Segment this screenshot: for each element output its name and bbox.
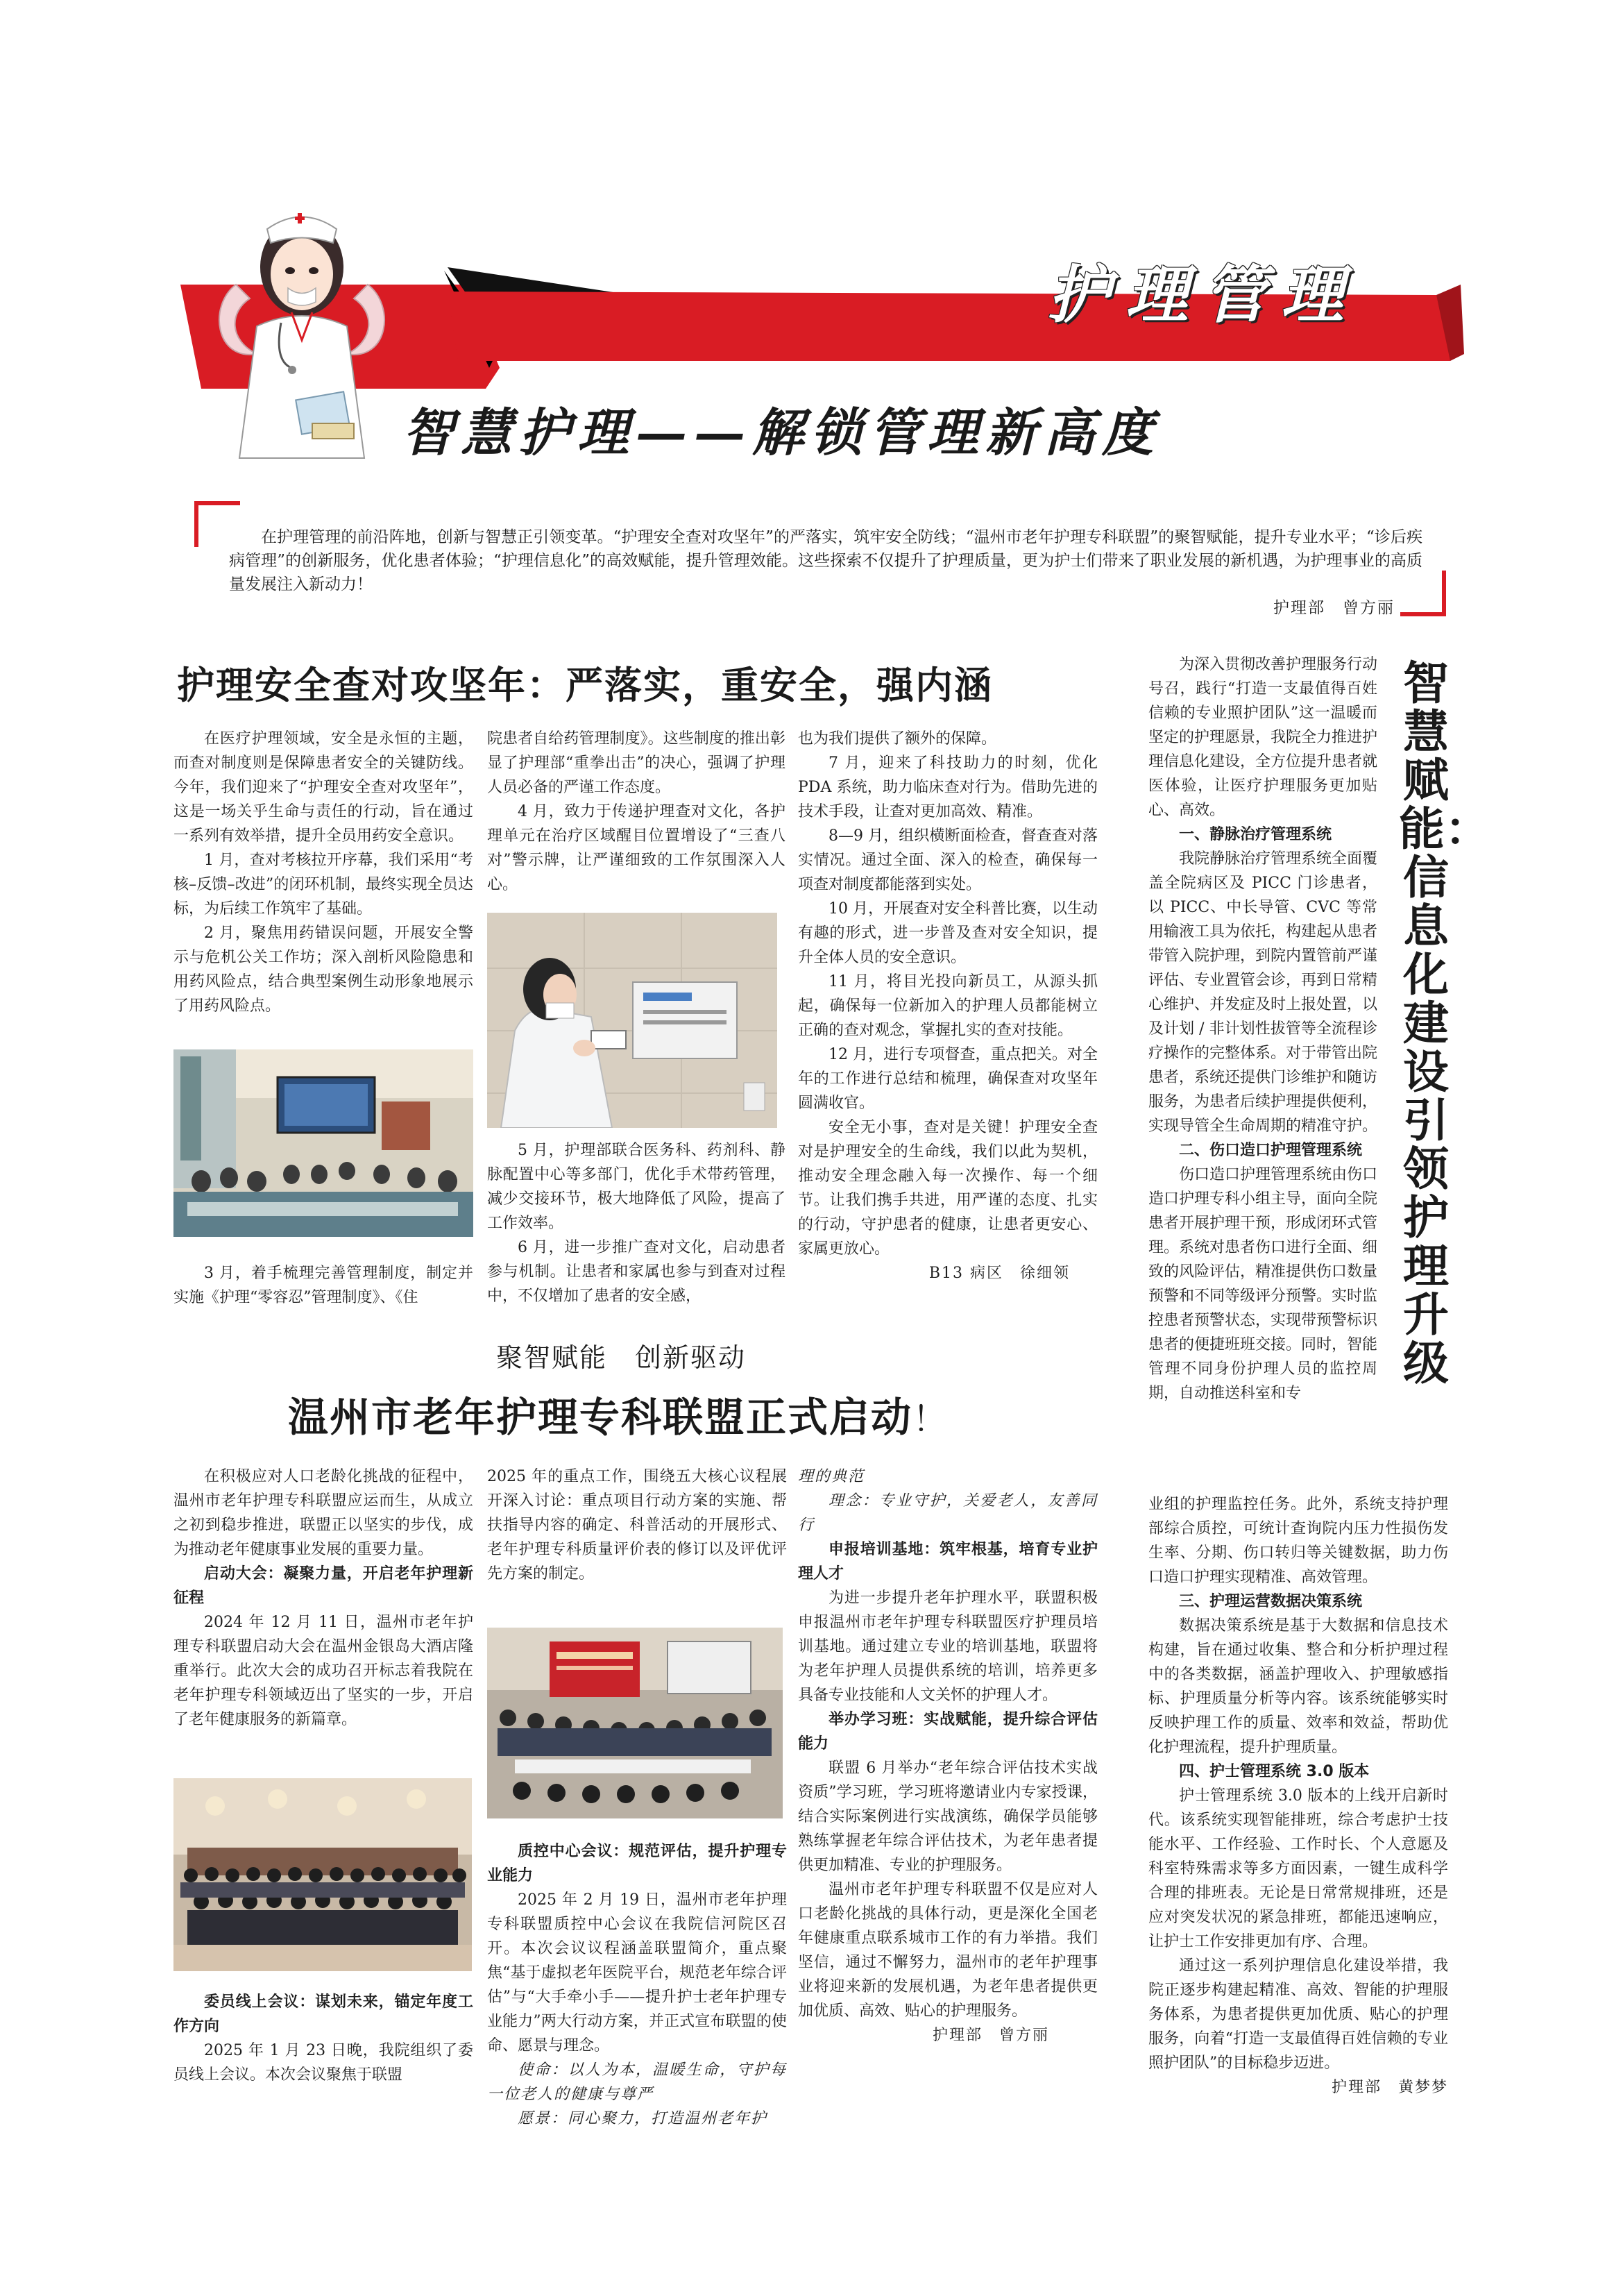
subheading: 三、护理运营数据决策系统 [1179,1593,1363,1610]
article1-col2-top [487,727,785,897]
paragraph: 在医疗护理领域，安全是永恒的主题，而查对制度则是保障患者安全的关键防线。今年，我们迎来了“护理安全查对攻坚年”，这是一场关乎生命与责任的行动，旨在通过一系列有效举措，提升全员用药安全意识。 [173,730,473,845]
subheading: 启动大会：凝聚力量，开启老年护理新征程 [173,1565,473,1607]
paragraph: 也为我们提供了额外的保障。 [798,730,997,748]
paragraph: 6 月，进一步推广查对文化，启动患者参与机制。让患者和家属也参与到查对过程中，不仅增加了患者的安全感， [487,1239,785,1305]
main-title: 智慧护理——解锁管理新高度 [402,403,1160,463]
paragraph: 2 月，聚焦用药错误问题，开展安全警示与危机公关工作坊；深入剖析风险隐患和用药风险点，结合典型案例生动形象地展示了用药风险点。 [173,925,473,1015]
paragraph: 7 月，迎来了科技助力的时刻，优化 PDA 系统，助力临床查对行为。借助先进的技术手段，让查对更加高效、精准。 [798,754,1098,820]
vision-text: 愿景：同心聚力，打造温州老年护 [518,2110,768,2127]
subheading: 委员线上会议：谋划未来，锚定年度工作方向 [173,1993,473,2035]
subheading: 二、伤口造口护理管理系统 [1179,1142,1363,1159]
subheading: 申报培训基地：筑牢根基，培育专业护理人才 [798,1541,1098,1582]
article2-col3 [798,1464,1098,2048]
intro-text: 在护理管理的前沿阵地，创新与智慧正引领变革。“护理安全查对攻坚年”的严落实，筑牢安全防线；“温州市老年护理专科联盟”的聚智赋能，提升专业水平；“诊后疾病管理”的创新服务，优化患者体验；“护理信息化”的高效赋能，提升管理效能。这些探索不仅提升了护理质量，更为护士们带来了职业发展的新机遇，为护理事业的高质量发展注入新动力！ [229,528,1422,593]
paragraph: 为深入贯彻改善护理服务行动号召，践行“打造一支最值得百姓信赖的专业照护团队”这一温暖而坚定的护理愿景，我院全力推进护理信息化建设，全方位提升患者就医体验，让医疗护理服务更加贴心、高效。 [1148,656,1378,819]
article2-title-text: 温州市老年护理专科联盟正式启动 [288,1394,913,1441]
article2-col2-top [487,1464,787,1586]
paragraph: 我院静脉治疗管理系统全面覆盖全院病区及 PICC 门诊患者，以 PICC、中长导管、CVC 等常用输液工具为依托，构建起从患者带管入院护理，到院内置管前严谨评估、专业置管会诊，再到日常精心维护、并发症及时上报处置，以及计划 / 非计划性拔管等全流程诊疗操作的完整体系。对于带管出院患者，系统还提供门诊维护和随访服务，为患者后续护理提供便利，实现导管全生命周期的精准守护。 [1148,850,1378,1135]
paragraph: 安全无小事，查对是关键！护理安全查对是护理安全的生命线，我们以此为契机，推动安全理念融入每一次操作、每一个细节。让我们携手共进，用严谨的态度、扎实的行动，守护患者的健康，让患者更安心、家属更放心。 [798,1119,1098,1258]
nurse-illustration [208,201,396,465]
article3-top [1148,652,1377,1406]
paragraph: 2025 年 2 月 19 日，温州市老年护理专科联盟质控中心会议在我院信河院区召开。本次会议议程涵盖联盟简介，重点聚焦“基于虚拟老年医院平台，规范老年综合评估”与“大手牵小手——提升护士老年护理专业能力”两大行动方案，并正式宣布联盟的使命、愿景与理念。 [487,1891,787,2054]
article2-title [288,1385,949,1443]
byline: B13 病区 徐细领 [928,1265,1070,1282]
article2-col1-bottom [173,1990,473,2087]
paragraph: 2025 年 1 月 23 日晚，我院组织了委员线上会议。本次会议聚焦于联盟 [173,2042,473,2084]
paragraph: 伤口造口护理管理系统由伤口造口护理专科小组主导，面向全院患者开展护理干预，形成闭环式管理。系统对患者伤口进行全面、细致的风险评估，精准提供伤口数量预警和不同等级评分预警。实时监控患者预警状态，实现带预警标识患者的便捷班班交接。同时，智能管理不同身份护理人员的监控周期，自动推送科室和专 [1148,1166,1378,1402]
subheading: 一、静脉治疗管理系统 [1179,826,1332,843]
paragraph: 数据决策系统是基于大数据和信息技术构建，旨在通过收集、整合和分析护理过程中的各类数据，涵盖护理收入、护理敏感指标、护理质量分析等内容。该系统能够实时反映护理工作的质量、效率和效益，帮助优化护理流程，提升护理质量。 [1148,1617,1448,1756]
subheading: 质控中心会议：规范评估，提升护理专业能力 [487,1843,787,1884]
nurse-check-photo [487,913,777,1128]
paragraph: 为进一步提升老年护理水平，联盟积极申报温州市老年护理专科联盟医疗护理员培训基地。通过建立专业的培训基地，联盟将为老年护理人员提供系统的培训，培养更多具备专业技能和人文关怀的护理人才。 [798,1589,1098,1704]
vision-text-cont: 理的典范 [798,1468,865,1485]
paragraph: 护士管理系统 3.0 版本的上线开启新时代。该系统实现智能排班，综合考虑护士技能水平、工作经验、工作时长、个人意愿及科室特殊需求等多方面因素，一键生成科学合理的排班表。无论是日常常规排班，还是应对突发状况的紧急排班，都能迅速响应，让护士工作安排更加有序、合理。 [1148,1787,1448,1950]
paragraph: 院患者自给药管理制度》。这些制度的推出彰显了护理部“重拳出击”的决心，强调了护理人员必备的严谨工作态度。 [487,730,785,796]
byline: 护理部 曾方丽 [932,2027,1049,2044]
article2-title-mark: ！ [912,1399,949,1440]
paragraph: 2024 年 12 月 11 日，温州市老年护理专科联盟启动大会在温州金银岛大酒店隆重举行。此次大会的成功召开标志着我院在老年护理专科领域迈出了坚实的一步，开启了老年健康服务的新篇章。 [173,1614,473,1728]
paragraph: 12 月，进行专项督查，重点把关。对全年的工作进行总结和梳理，确保查对攻坚年圆满收官。 [798,1046,1098,1112]
group-photo [173,1778,472,1971]
paragraph: 8—9 月，组织横断面检查，督查查对落实情况。通过全面、深入的检查，确保每一项查对制度都能落到实处。 [798,827,1098,893]
subheading: 四、护士管理系统 3.0 版本 [1179,1763,1370,1780]
column-title: 护理管理 [1048,258,1359,332]
paragraph: 在积极应对人口老龄化挑战的征程中，温州市老年护理专科联盟应运而生，从成立之初到稳步推进，联盟正以坚实的步伐，成为推动老年健康事业发展的重要力量。 [173,1468,473,1558]
meeting-room-photo [173,1049,473,1237]
article1-col1-bottom [173,1261,473,1310]
article3-bottom [1148,1492,1448,2100]
conference-photo [487,1628,783,1818]
article2-col2-bottom [487,1839,787,2131]
mission-text: 使命：以人为本，温暖生命，守护每一位老人的健康与尊严 [487,2061,787,2103]
byline: 护理部 黄梦梦 [1331,2079,1448,2096]
paragraph: 通过这一系列护理信息化建设举措，我院正逐步构建起精准、高效、智能的护理服务体系，为患者提供更加优质、贴心的护理服务，向着“打造一支最值得百姓信赖的专业照护团队”的目标稳步迈进。 [1148,1957,1448,2072]
paragraph: 业组的护理监控任务。此外，系统支持护理部综合质控，可统计查询院内压力性损伤发生率、分期、伤口转归等关键数据，助力伤口造口护理实现精准、高效管理。 [1148,1496,1448,1586]
article2-col1-top [173,1464,473,1732]
paragraph: 11 月，将目光投向新员工，从源头抓起，确保每一位新加入的护理人员都能树立正确的查对观念，掌握扎实的查对技能。 [798,973,1098,1039]
paragraph: 3 月，着手梳理完善管理制度，制定并实施《护理“零容忍”管理制度》、《住 [173,1265,473,1306]
paragraph: 联盟 6 月举办“老年综合评估技术实战资质”学习班，学习班将邀请业内专家授课，结合实际案例进行实战演练，确保学员能够熟练掌握老年综合评估技术，为老年患者提供更加精准、专业的护理服务。 [798,1759,1098,1874]
paragraph: 温州市老年护理专科联盟不仅是应对人口老龄化挑战的具体行动，更是深化全国老年健康重点联系城市工作的有力举措。我们坚信，通过不懈努力，温州市的老年护理事业将迎来新的发展机遇，为老年患者提供更加优质、高效、贴心的护理服务。 [798,1881,1098,2020]
article1-col2-bottom [487,1138,785,1308]
paragraph: 2025 年的重点工作，围绕五大核心议程展开深入讨论：重点项目行动方案的实施、帮扶指导内容的确定、科普活动的开展形式、老年护理专科质量评价表的修订以及评优评先方案的制定。 [487,1468,787,1582]
paragraph: 1 月，查对考核拉开序幕，我们采用“考核–反馈–改进”的闭环机制，最终实现全员达标，为后续工作筑牢了基础。 [173,852,473,918]
paragraph: 5 月，护理部联合医务科、药剂科、静脉配置中心等多部门，优化手术带药管理，减少交接环节，极大地降低了风险，提高了工作效率。 [487,1142,785,1232]
subheading: 举办学习班：实战赋能，提升综合评估能力 [798,1711,1098,1753]
article1-col3 [798,727,1098,1285]
article1-title: 护理安全查对攻坚年：严落实，重安全，强内涵 [177,664,993,707]
intro-credit: 护理部 曾方丽 [1273,599,1395,617]
philosophy-text: 理念：专业守护，关爱老人，友善同行 [798,1492,1098,1534]
paragraph: 4 月，致力于传递护理查对文化，各护理单元在治疗区域醒目位置增设了“三查八对”警示牌，让严谨细致的工作氛围深入人心。 [487,803,785,893]
intro-section [229,525,1422,620]
article2-kicker: 聚智赋能 创新驱动 [496,1342,747,1373]
article3-title: 智慧赋能：信息化建设引领护理升级 [1399,657,1490,1390]
article1-col1-top [173,727,473,1018]
paragraph: 10 月，开展查对安全科普比赛，以生动有趣的形式，进一步普及查对安全知识，提升全体人员的安全意识。 [798,900,1098,966]
